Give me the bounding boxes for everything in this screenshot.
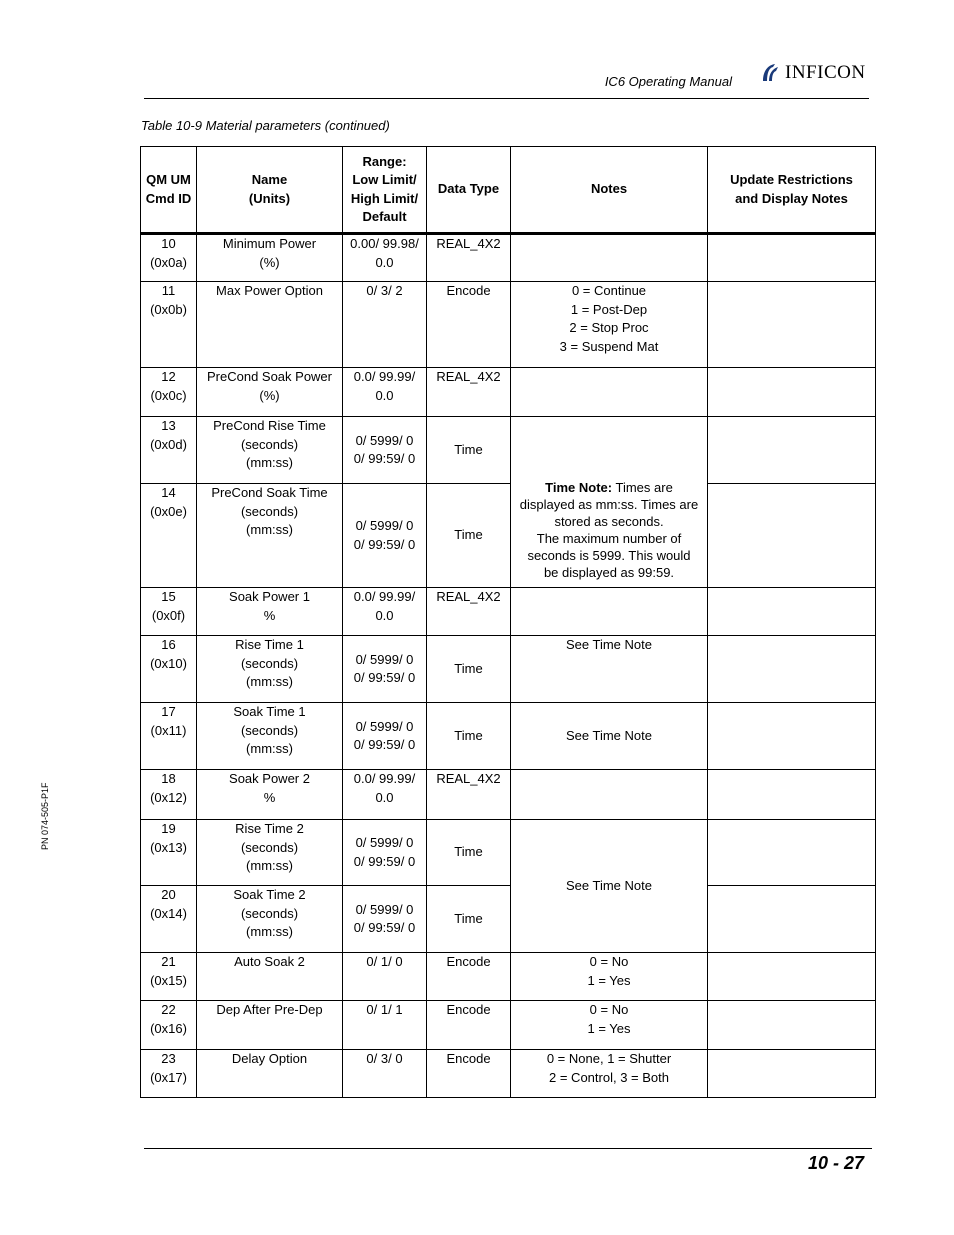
table-row <box>141 953 876 1001</box>
cmd-id-cell <box>141 703 197 770</box>
cmd-id-hex: (0x17) <box>150 1069 187 1085</box>
name-cell <box>197 886 343 953</box>
cell-line: PreCond Soak Power <box>206 369 332 384</box>
cell-line: (seconds) <box>240 436 299 452</box>
cmd-id-hex: (0x0a) <box>150 254 187 270</box>
table-row <box>141 1050 876 1098</box>
table-row <box>141 484 876 588</box>
notes-cell <box>511 588 708 636</box>
name-cell <box>197 588 343 636</box>
data-type-cell: REAL_4X2 <box>427 770 511 820</box>
range-cell <box>343 1001 427 1050</box>
cell-line: 0/ 99:59/ 0 <box>353 451 416 466</box>
cmd-id-cell <box>141 417 197 484</box>
time-note-text: The maximum number of <box>536 531 682 546</box>
cmd-id: 18 <box>161 771 176 786</box>
update-restrictions-cell <box>708 417 876 484</box>
name-cell <box>197 368 343 417</box>
cmd-id-cell <box>141 636 197 703</box>
data-type-cell: Time <box>427 417 511 484</box>
cell-line: (mm:ss) <box>246 858 293 873</box>
logo-text: INFICON <box>785 62 866 83</box>
header-row <box>141 147 876 234</box>
cell-line: 0/ 1/ 1 <box>366 1002 403 1017</box>
cmd-id-hex: (0x0f) <box>151 607 186 623</box>
notes-cell <box>511 953 708 1001</box>
cmd-id: 10 <box>161 236 176 251</box>
time-note-cell <box>511 417 708 588</box>
range-cell <box>343 484 427 588</box>
cmd-id: 12 <box>161 369 176 384</box>
table-row <box>141 368 876 417</box>
data-type-cell: REAL_4X2 <box>427 588 511 636</box>
table-row <box>141 886 876 953</box>
cmd-id: 11 <box>161 283 176 298</box>
col-header-range: Range: Low Limit/ High Limit/ Default <box>343 147 427 234</box>
cell-line: 0 = Continue <box>571 283 647 298</box>
data-type-cell: Encode <box>427 282 511 368</box>
update-restrictions-cell <box>708 636 876 703</box>
update-restrictions-cell <box>708 484 876 588</box>
notes-cell <box>511 368 708 417</box>
inficon-logo-icon <box>760 61 782 85</box>
name-cell <box>197 234 343 282</box>
data-type-cell: REAL_4X2 <box>427 234 511 282</box>
cell-line: Soak Time 1 <box>233 704 306 719</box>
cell-line: 0/ 3/ 0 <box>366 1051 403 1066</box>
table-row <box>141 282 876 368</box>
range-cell <box>343 368 427 417</box>
cmd-id: 13 <box>161 418 176 433</box>
name-cell <box>197 703 343 770</box>
cmd-id-hex: (0x14) <box>150 905 187 921</box>
cell-line: (seconds) <box>240 905 299 921</box>
range-cell <box>343 886 427 953</box>
cell-line: Minimum Power <box>222 236 317 251</box>
cmd-id: 16 <box>161 637 176 652</box>
material-parameters-table <box>140 146 876 1098</box>
cell-line: (mm:ss) <box>246 674 293 689</box>
range-cell <box>343 820 427 886</box>
data-type-cell: Encode <box>427 1001 511 1050</box>
cell-line: 0.0 <box>375 789 394 805</box>
cell-line: Delay Option <box>231 1051 308 1066</box>
data-type-cell: Time <box>427 886 511 953</box>
table-row <box>141 417 876 484</box>
update-restrictions-cell <box>708 953 876 1001</box>
cell-line: 0/ 99:59/ 0 <box>353 853 416 869</box>
cell-line: 0/ 5999/ 0 <box>355 518 414 533</box>
cmd-id-cell <box>141 588 197 636</box>
cell-line: PreCond Soak Time <box>211 485 328 500</box>
cell-line: 0.0/ 99.99/ <box>353 369 416 384</box>
cmd-id-cell <box>141 368 197 417</box>
time-note-text: displayed as mm:ss. Times are <box>519 497 699 512</box>
cell-line: 0/ 5999/ 0 <box>355 718 414 734</box>
cmd-id-hex: (0x16) <box>150 1020 187 1036</box>
cell-line: (seconds) <box>240 655 299 671</box>
time-note-text: be displayed as 99:59. <box>543 565 675 580</box>
table-row <box>141 1001 876 1050</box>
cell-line: (mm:ss) <box>246 522 293 537</box>
cmd-id-hex: (0x12) <box>150 789 187 805</box>
col-header-notes: Notes <box>511 147 708 234</box>
range-cell <box>343 1050 427 1098</box>
update-restrictions-cell <box>708 703 876 770</box>
cmd-id-hex: (0x10) <box>150 655 187 671</box>
name-cell <box>197 417 343 484</box>
update-restrictions-cell <box>708 282 876 368</box>
cell-line: 0.00/ 99.98/ <box>350 236 419 251</box>
cmd-id-hex: (0x0c) <box>150 387 187 403</box>
range-cell <box>343 953 427 1001</box>
cmd-id: 14 <box>161 485 176 500</box>
cell-line: % <box>263 789 276 805</box>
update-restrictions-cell <box>708 234 876 282</box>
cell-line: Rise Time 2 <box>235 821 304 836</box>
cell-line: 0/ 3/ 2 <box>366 283 403 298</box>
name-cell <box>197 636 343 703</box>
notes-cell <box>511 703 708 770</box>
cmd-id-cell <box>141 484 197 588</box>
cell-line: Soak Power 2 <box>229 771 310 786</box>
cell-line: 2 = Stop Proc <box>569 320 649 335</box>
range-cell <box>343 417 427 484</box>
cell-line: (seconds) <box>240 503 299 519</box>
range-cell <box>343 703 427 770</box>
cmd-id-cell <box>141 282 197 368</box>
cmd-id-cell <box>141 234 197 282</box>
cell-line: Soak Power 1 <box>229 589 310 604</box>
range-cell <box>343 588 427 636</box>
col-header-update: Update Restrictions and Display Notes <box>708 147 876 234</box>
cell-line: % <box>263 607 276 623</box>
data-type-cell: REAL_4X2 <box>427 368 511 417</box>
cell-line: 2 = Control, 3 = Both <box>549 1069 669 1085</box>
cmd-id-cell <box>141 820 197 886</box>
cell-line: (mm:ss) <box>246 924 293 939</box>
time-note-text: stored as seconds. <box>554 514 664 529</box>
update-restrictions-cell <box>708 588 876 636</box>
cmd-id-hex: (0x0e) <box>150 503 187 519</box>
part-number: PN 074-505-P1F <box>40 782 50 850</box>
cmd-id-hex: (0x15) <box>150 972 187 988</box>
cmd-id: 15 <box>161 589 176 604</box>
range-cell <box>343 282 427 368</box>
cell-line: Dep After Pre-Dep <box>216 1002 323 1017</box>
cell-line: 0.0/ 99.99/ <box>353 589 416 604</box>
cell-line: 0/ 5999/ 0 <box>355 651 414 667</box>
cell-line: PreCond Rise Time <box>213 418 326 433</box>
update-restrictions-cell <box>708 1050 876 1098</box>
cmd-id-cell <box>141 953 197 1001</box>
cell-line: 0/ 99:59/ 0 <box>353 920 416 935</box>
cell-line: Max Power Option <box>216 283 323 298</box>
cmd-id: 21 <box>161 954 176 969</box>
data-type-cell: Time <box>427 703 511 770</box>
table-row <box>141 588 876 636</box>
cmd-id: 22 <box>161 1002 176 1017</box>
data-type-cell: Time <box>427 636 511 703</box>
cell-line: (seconds) <box>240 722 299 738</box>
cmd-id-hex: (0x0b) <box>150 301 187 317</box>
manual-title: IC6 Operating Manual <box>604 74 732 89</box>
cell-line: 0 = No <box>589 1002 629 1017</box>
data-type-cell: Encode <box>427 1050 511 1098</box>
col-header-name: Name (Units) <box>197 147 343 234</box>
cell-line: 3 = Suspend Mat <box>559 338 659 354</box>
time-note-label: Time Note: <box>545 480 613 495</box>
cmd-id-hex: (0x11) <box>150 722 187 738</box>
cell-line: 0.0/ 99.99/ <box>353 771 416 786</box>
cmd-id-cell <box>141 886 197 953</box>
name-cell <box>197 484 343 588</box>
table-row <box>141 234 876 282</box>
cell-line: (%) <box>259 387 280 403</box>
name-cell <box>197 1050 343 1098</box>
cmd-id: 19 <box>161 821 176 836</box>
cell-line: 0/ 99:59/ 0 <box>353 737 416 752</box>
cell-line: 0/ 5999/ 0 <box>355 901 414 917</box>
notes-cell <box>511 282 708 368</box>
data-type-cell: Encode <box>427 953 511 1001</box>
update-restrictions-cell <box>708 1001 876 1050</box>
update-restrictions-cell <box>708 368 876 417</box>
cell-line: 0.0 <box>375 387 394 403</box>
cell-line: 0/ 5999/ 0 <box>355 835 414 850</box>
notes-cell <box>511 234 708 282</box>
cell-line: (mm:ss) <box>246 455 293 470</box>
cmd-id: 20 <box>161 887 176 902</box>
page-number: 10 - 27 <box>807 1153 864 1173</box>
cell-line: 0/ 99:59/ 0 <box>353 536 416 552</box>
table-row <box>141 636 876 703</box>
col-header-type: Data Type <box>427 147 511 234</box>
range-cell <box>343 770 427 820</box>
table-row <box>141 770 876 820</box>
cell-line: 0.0 <box>375 254 394 270</box>
cell-line: See Time Note <box>566 637 652 652</box>
cell-line: 0/ 99:59/ 0 <box>353 670 416 685</box>
time-note-text: Times are <box>615 480 673 495</box>
cell-line: 1 = Yes <box>587 972 631 988</box>
notes-cell <box>511 770 708 820</box>
name-cell <box>197 820 343 886</box>
table-row <box>141 820 876 886</box>
cell-line: Rise Time 1 <box>235 637 304 652</box>
inficon-logo <box>760 60 866 86</box>
cell-line: 1 = Yes <box>587 1020 631 1036</box>
table-row <box>141 703 876 770</box>
table-caption: Table 10-9 Material parameters (continued) <box>141 118 390 133</box>
cmd-id-hex: (0x13) <box>150 839 187 855</box>
see-time-note-cell: See Time Note <box>511 820 708 953</box>
header-rule <box>144 98 869 99</box>
col-header-id: QM UM Cmd ID <box>141 147 197 234</box>
range-cell <box>343 234 427 282</box>
cell-line: 1 = Post-Dep <box>570 301 648 317</box>
notes-cell <box>511 1001 708 1050</box>
notes-cell <box>511 1050 708 1098</box>
cell-line: 0/ 5999/ 0 <box>355 432 414 448</box>
cmd-id-cell <box>141 770 197 820</box>
cell-line: (mm:ss) <box>246 741 293 756</box>
range-cell <box>343 636 427 703</box>
cmd-id-cell <box>141 1050 197 1098</box>
cell-line: 0.0 <box>375 607 394 623</box>
data-type-cell: Time <box>427 484 511 588</box>
table-body <box>141 234 876 1098</box>
cell-line: Auto Soak 2 <box>234 954 305 969</box>
cell-line: Soak Time 2 <box>233 887 306 902</box>
cmd-id-cell <box>141 1001 197 1050</box>
notes-cell <box>511 636 708 703</box>
cmd-id: 23 <box>161 1051 176 1066</box>
cell-line: (%) <box>259 254 280 270</box>
update-restrictions-cell <box>708 886 876 953</box>
data-type-cell: Time <box>427 820 511 886</box>
name-cell <box>197 282 343 368</box>
name-cell <box>197 953 343 1001</box>
cell-line: 0 = None, 1 = Shutter <box>546 1051 672 1066</box>
time-note-text: seconds is 5999. This would <box>527 548 691 563</box>
name-cell <box>197 1001 343 1050</box>
cell-line: See Time Note <box>566 727 652 743</box>
cell-line: (seconds) <box>240 839 299 855</box>
update-restrictions-cell <box>708 820 876 886</box>
cmd-id: 17 <box>161 704 176 719</box>
cell-line: 0 = No <box>589 954 629 969</box>
update-restrictions-cell <box>708 770 876 820</box>
name-cell <box>197 770 343 820</box>
cell-line: 0/ 1/ 0 <box>366 954 403 969</box>
footer-rule <box>144 1148 872 1149</box>
cmd-id-hex: (0x0d) <box>150 436 187 452</box>
